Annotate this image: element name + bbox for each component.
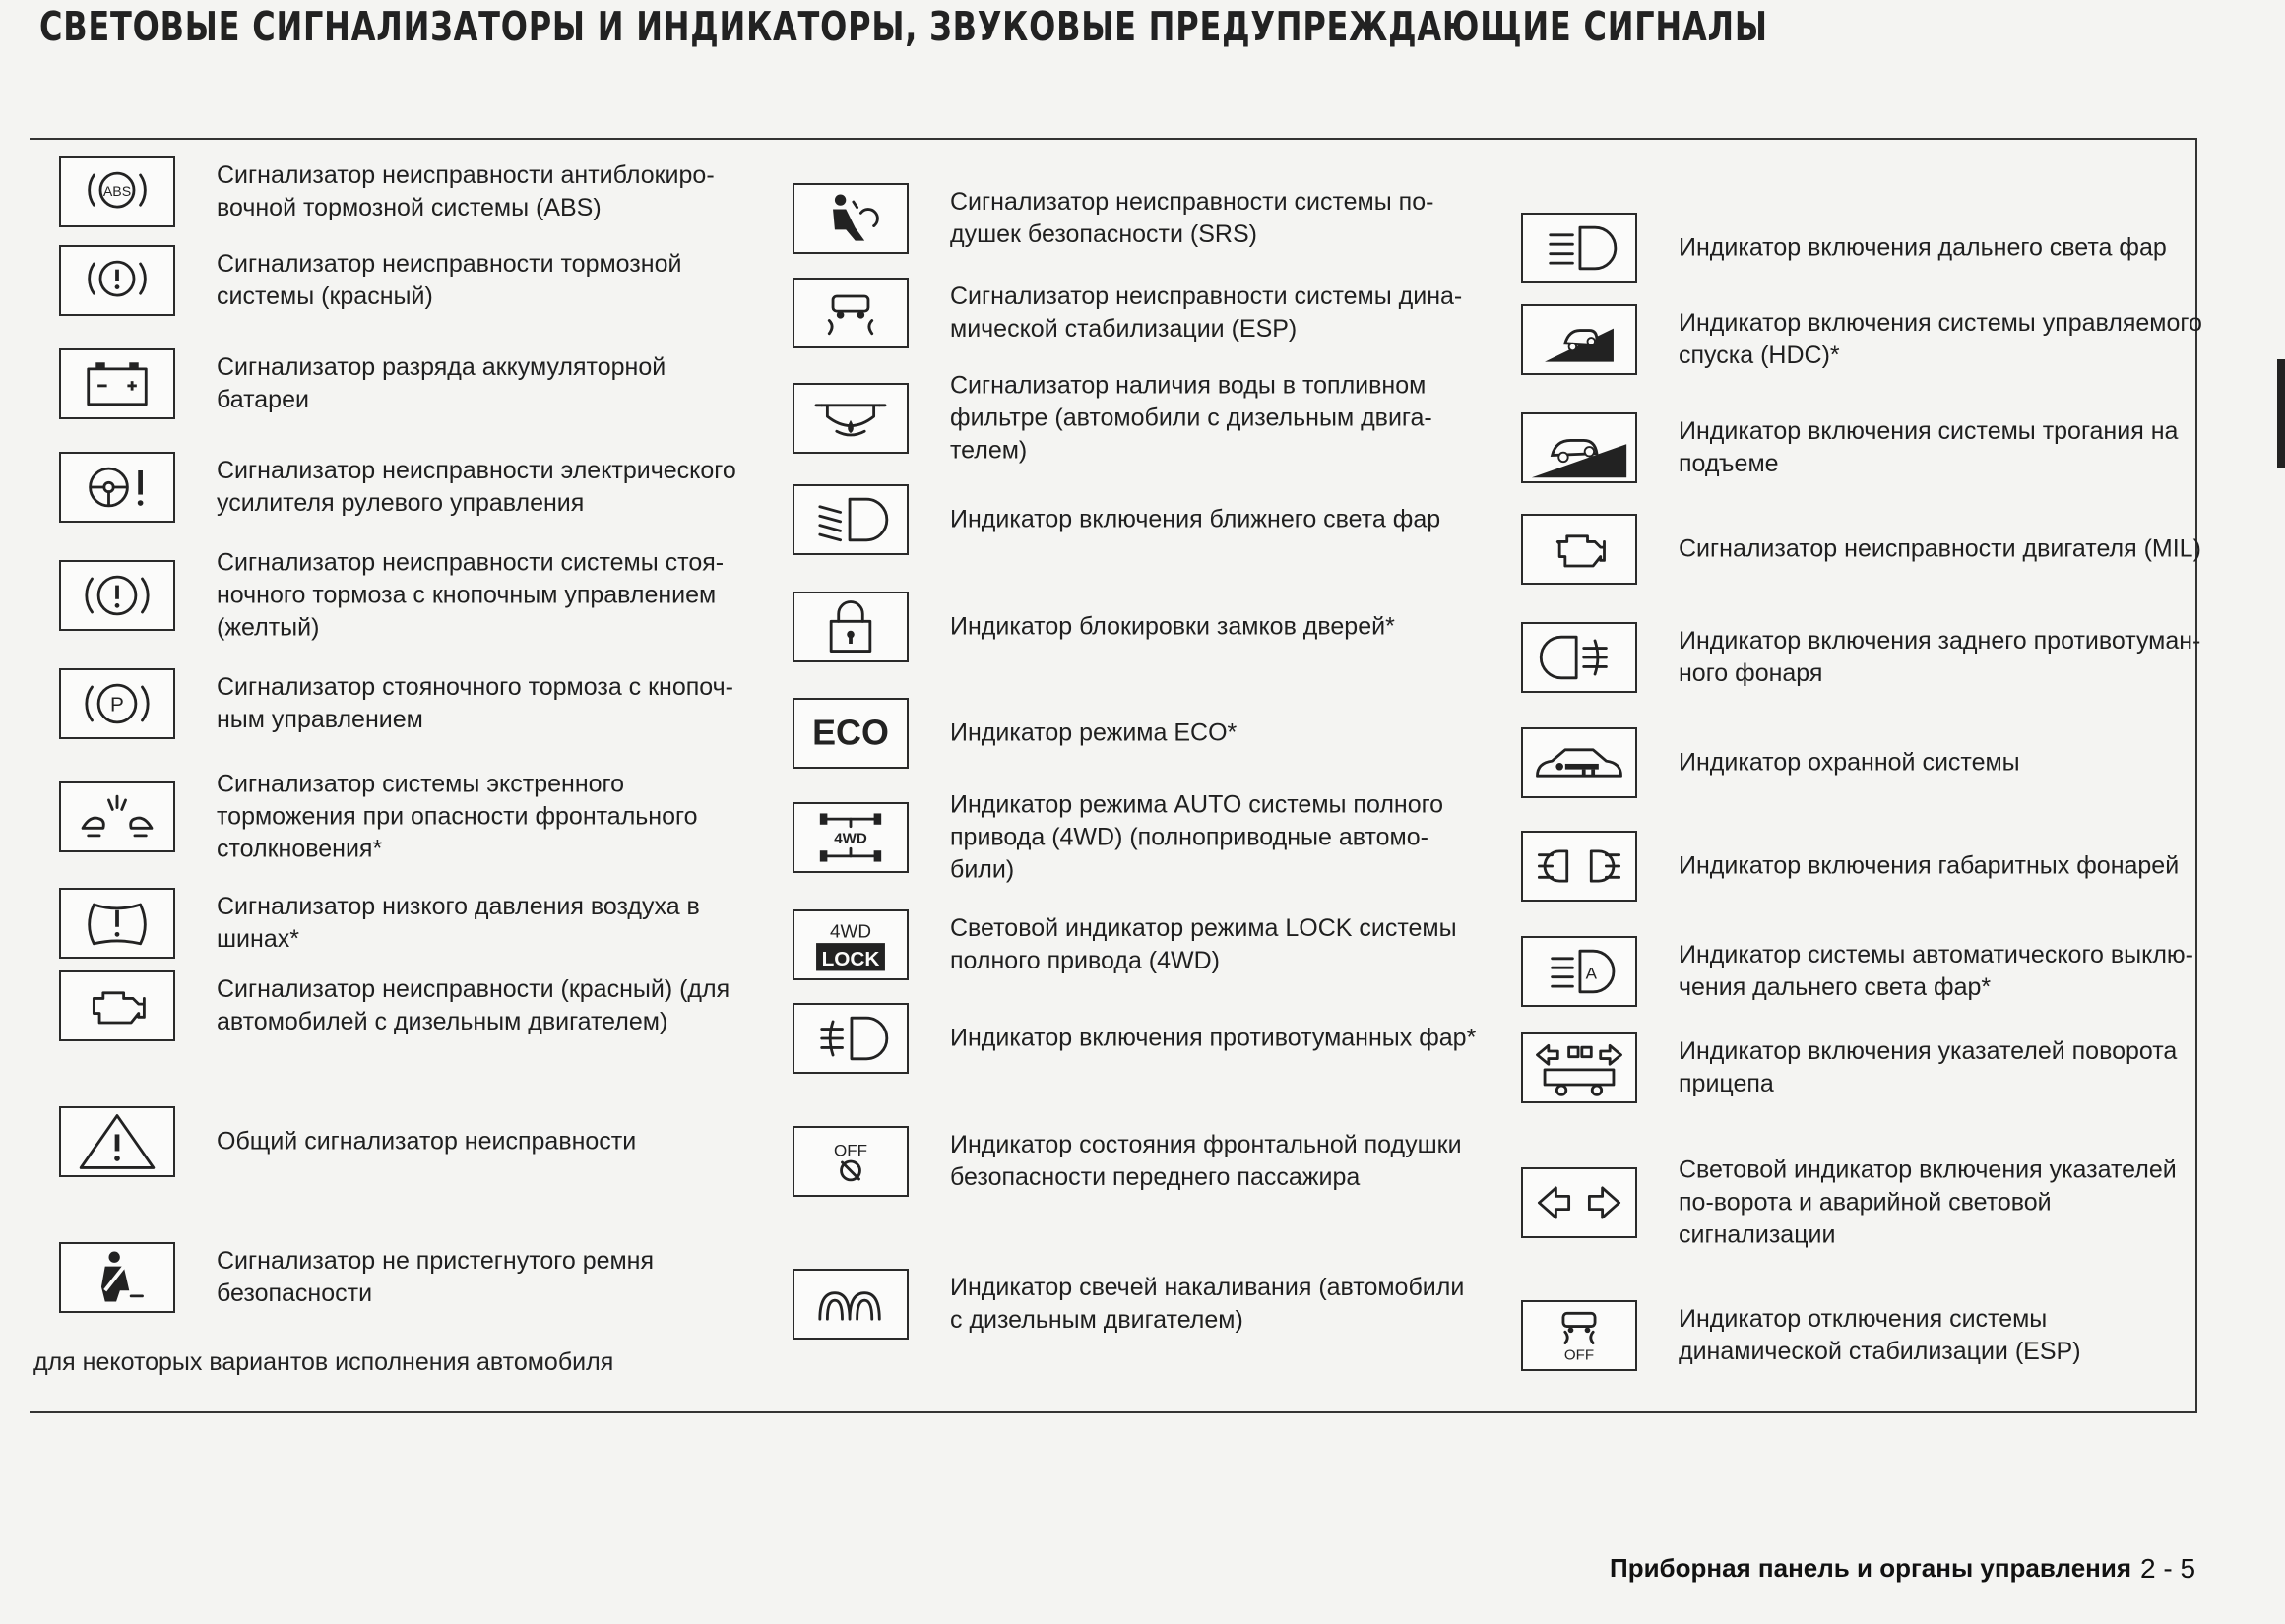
indicator-row (793, 909, 1482, 980)
indicator-description: Индикатор включения указателей поворота прицепа (1679, 1037, 2178, 1097)
lock-glyph: LOCK (821, 947, 880, 970)
indicator-description: Сигнализатор системы экстренного торможения при опасности фронтального столкновения* (217, 770, 698, 863)
indicator-description: Индикатор системы автоматического выклю-чения дальнего света фар* (1679, 941, 2193, 1001)
power-steering-icon (59, 452, 175, 523)
indicator-description: Индикатор блокировки замков дверей* (950, 612, 1395, 641)
tire-pressure-icon (59, 888, 175, 959)
indicator-row (59, 548, 748, 642)
seatbelt-icon (59, 1242, 175, 1313)
indicator-row (59, 770, 748, 863)
trailer-turn-icon (1521, 1032, 1637, 1103)
collision-warning-icon (59, 781, 175, 852)
engine-red-icon (59, 970, 175, 1041)
parking-brake-yellow-icon (59, 560, 175, 631)
4wd-glyph: 4WD (830, 921, 871, 943)
indicator-description: Индикатор охранной системы (1679, 748, 2020, 777)
hdc-icon (1521, 304, 1637, 375)
indicator-row (1521, 304, 2210, 375)
indicator-row (793, 1269, 1482, 1340)
indicator-row (59, 245, 748, 316)
indicator-description: Индикатор режима AUTO системы полного привода (4WD) (полноприводные автомо-били) (950, 790, 1444, 884)
indicator-description: Индикатор включения дальнего света фар (1679, 233, 2167, 262)
indicator-row (1521, 412, 2210, 483)
indicator-description: Индикатор включения системы управляемого спуска (HDC)* (1679, 309, 2202, 369)
indicator-description: Индикатор включения ближнего света фар (950, 505, 1441, 533)
indicator-description: Общий сигнализатор неисправности (217, 1127, 637, 1156)
indicator-description: Сигнализатор неисправности двигателя (MIL) (1679, 534, 2201, 563)
indicator-row (1521, 936, 2210, 1007)
side-lights-icon (1521, 831, 1637, 902)
turn-signals-icon (1521, 1167, 1637, 1238)
eco-icon (793, 698, 909, 769)
eco-glyph: ECO (812, 713, 889, 753)
indicator-row (1521, 622, 2210, 693)
general-warning-icon (59, 1106, 175, 1177)
indicator-row (793, 484, 1482, 555)
low-beam-icon (793, 484, 909, 555)
brake-red-icon (59, 245, 175, 316)
esp-icon (793, 278, 909, 348)
off-glyph: OFF (834, 1141, 867, 1160)
indicator-row (1521, 831, 2210, 902)
section-tab-marker (2277, 359, 2285, 468)
footnote: для некоторых вариантов исполнения автомобиля (33, 1348, 614, 1376)
esp-off-icon (1521, 1300, 1637, 1371)
off-glyph: OFF (1563, 1346, 1595, 1364)
indicator-description: Световой индикатор включения указателей по-ворота и аварийной световой сигнализации (1679, 1156, 2177, 1249)
indicator-row (793, 371, 1482, 465)
indicator-row (793, 278, 1482, 348)
indicator-description: Сигнализатор наличия воды в топливном фильтре (автомобили с дизельным двига-телем) (950, 371, 1432, 465)
indicator-row (59, 888, 748, 959)
indicator-row (1521, 514, 2210, 585)
engine-mil-icon (1521, 514, 1637, 585)
indicator-description: Сигнализатор низкого давления воздуха в шинах* (217, 893, 700, 953)
indicator-description: Сигнализатор неисправности тормозной системы (красный) (217, 250, 682, 310)
indicator-row (793, 592, 1482, 662)
indicator-description: Сигнализатор неисправности электрического усилителя рулевого управления (217, 457, 736, 517)
indicator-description: Сигнализатор неисправности системы стоя-ночного тормоза с кнопочным управлением (желтый) (217, 548, 725, 642)
indicator-row (793, 1126, 1482, 1197)
indicator-row (59, 452, 748, 523)
4wd-auto-icon (793, 802, 909, 873)
indicator-row (1521, 1156, 2210, 1249)
glow-plug-icon (793, 1269, 909, 1340)
indicator-row (59, 156, 748, 227)
svg-text:A: A (1585, 964, 1597, 983)
indicator-row (59, 970, 748, 1041)
indicator-description: Индикатор включения системы трогания на подъеме (1679, 417, 2179, 477)
indicator-row (1521, 1032, 2210, 1103)
indicator-row (793, 790, 1482, 884)
indicator-row (59, 348, 748, 419)
indicator-description: Световой индикатор режима LOCK системы полного привода (4WD) (950, 914, 1457, 974)
indicator-description: Сигнализатор неисправности (красный) (для автомобилей с дизельным двигателем) (217, 975, 730, 1035)
indicator-row (59, 1242, 748, 1313)
hill-start-icon (1521, 412, 1637, 483)
indicator-description: Сигнализатор неисправности системы по-душек безопасности (SRS) (950, 188, 1434, 248)
water-in-fuel-icon (793, 383, 909, 454)
page-title: СВЕТОВЫЕ СИГНАЛИЗАТОРЫ И ИНДИКАТОРЫ, ЗВУКОВЫЕ ПРЕДУПРЕЖДАЮЩИЕ СИГНАЛЫ (39, 3, 1768, 50)
indicator-row (793, 698, 1482, 769)
footer-section-title: Приборная панель и органы управления (1610, 1553, 2132, 1583)
indicator-row (1521, 213, 2210, 283)
indicator-row (1521, 1300, 2210, 1371)
rear-fog-icon (1521, 622, 1637, 693)
page-number: 2 - 5 (2140, 1553, 2196, 1584)
passenger-airbag-icon (793, 1126, 909, 1197)
indicator-description: Индикатор включения габаритных фонарей (1679, 851, 2180, 880)
indicator-description: Индикатор включения заднего противотуман-ного фонаря (1679, 627, 2201, 687)
indicator-description: Сигнализатор неисправности антиблокиро-вочной тормозной системы (ABS) (217, 161, 715, 221)
high-beam-icon (1521, 213, 1637, 283)
airbag-icon (793, 183, 909, 254)
abs-icon (59, 156, 175, 227)
indicator-row (59, 1106, 748, 1177)
security-icon (1521, 727, 1637, 798)
indicator-description: Сигнализатор неисправности системы дина-мической стабилизации (ESP) (950, 282, 1463, 343)
4wd-lock-icon (793, 909, 909, 980)
indicator-row (793, 183, 1482, 254)
indicator-description: Индикатор отключения системы динамической стабилизации (ESP) (1679, 1305, 2081, 1365)
parking-brake-p-icon (59, 668, 175, 739)
indicator-row (793, 1003, 1482, 1074)
svg-text:ABS: ABS (102, 183, 132, 200)
door-lock-icon (793, 592, 909, 662)
indicator-description: Индикатор свечей накаливания (автомобили с дизельным двигателем) (950, 1274, 1465, 1334)
indicator-description: Сигнализатор стояночного тормоза с кнопоч-ным управлением (217, 673, 733, 733)
auto-high-beam-icon (1521, 936, 1637, 1007)
indicator-description: Сигнализатор разряда аккумуляторной батареи (217, 353, 666, 413)
front-fog-icon (793, 1003, 909, 1074)
svg-text:P: P (110, 693, 124, 717)
battery-icon (59, 348, 175, 419)
indicator-description: Индикатор состояния фронтальной подушки безопасности переднего пассажира (950, 1131, 1462, 1191)
indicator-description: Сигнализатор не пристегнутого ремня безопасности (217, 1247, 655, 1307)
4wd-glyph: 4WD (834, 830, 867, 847)
indicator-row (1521, 727, 2210, 798)
indicator-description: Индикатор включения противотуманных фар* (950, 1024, 1477, 1052)
indicator-row (59, 668, 748, 739)
indicator-description: Индикатор режима ECO* (950, 718, 1238, 747)
